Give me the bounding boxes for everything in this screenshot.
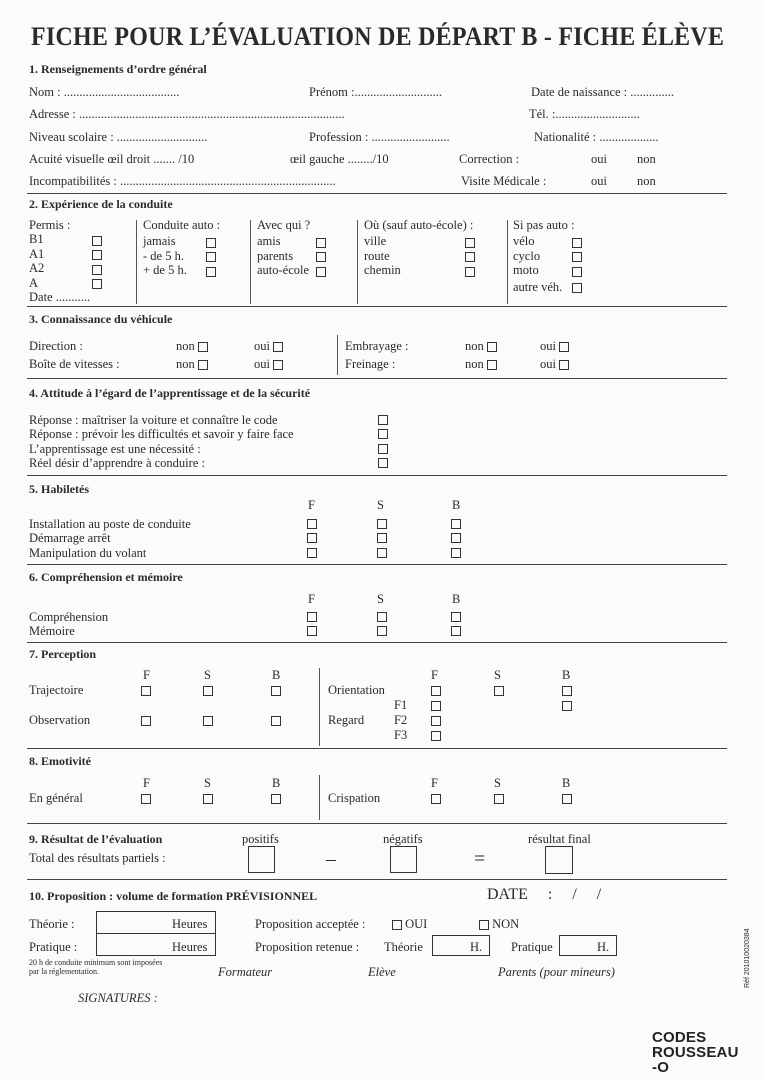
grade-f-header: F xyxy=(308,592,315,606)
total-label: Total des résultats partiels : xyxy=(29,851,166,865)
ou-route-checkbox[interactable] xyxy=(465,252,475,262)
parents-label: Parents (pour mineurs) xyxy=(498,965,615,979)
grade-s-header: S xyxy=(204,668,211,682)
avec-parents: parents xyxy=(257,248,294,263)
hab1-f-checkbox[interactable] xyxy=(307,519,317,529)
crisp-s-checkbox[interactable] xyxy=(494,794,504,804)
retenue-theorie-label: Théorie xyxy=(384,940,423,954)
visite-non[interactable]: non xyxy=(637,174,656,188)
resultat-final-box[interactable] xyxy=(545,846,573,874)
grade-f-header: F xyxy=(143,776,150,790)
orient-f-checkbox[interactable] xyxy=(431,686,441,696)
column-divider xyxy=(507,220,508,304)
conduite-jamais: jamais xyxy=(143,234,176,248)
freinage-label: Freinage : xyxy=(345,357,396,371)
habilete-1: Installation au poste de conduite xyxy=(29,517,191,531)
attitude-2-checkbox[interactable] xyxy=(378,429,388,439)
visite-medicale-label: Visite Médicale : xyxy=(461,174,547,188)
direction-label: Direction : xyxy=(29,339,83,353)
grade-s-header: S xyxy=(494,776,501,790)
column-divider xyxy=(250,220,251,304)
proposition-retenue-label: Proposition retenue : xyxy=(255,940,360,954)
positifs-box[interactable] xyxy=(248,846,275,873)
column-divider xyxy=(319,668,320,746)
divider xyxy=(27,475,727,476)
codes-rousseau-logo xyxy=(652,1030,739,1075)
grade-b-header: B xyxy=(452,592,461,606)
correction-oui[interactable]: oui xyxy=(591,152,607,166)
freinage-oui[interactable]: oui xyxy=(540,357,569,372)
avec-auto-ecole-checkbox[interactable] xyxy=(316,267,326,277)
avec-list xyxy=(257,234,309,278)
sipas-autre: autre véh. xyxy=(513,279,563,294)
trajectoire-label: Trajectoire xyxy=(29,683,84,697)
sipas-cyclo-checkbox[interactable] xyxy=(572,252,582,262)
avec-amis-checkbox[interactable] xyxy=(316,238,326,248)
signatures-label: SIGNATURES : xyxy=(78,991,158,1005)
section-2-heading: 2. Expérience de la conduite xyxy=(29,197,173,211)
avec-qui-label: Avec qui ? xyxy=(257,218,311,232)
logo-line-3: -O xyxy=(652,1059,670,1076)
attitude-1: Réponse : maîtriser la voiture et connaître le code xyxy=(29,413,278,427)
direction-oui[interactable]: oui xyxy=(254,339,283,354)
date-field[interactable]: DATE : / / xyxy=(487,886,602,903)
grade-f-header: F xyxy=(143,668,150,682)
divider xyxy=(27,378,727,379)
ou-route: route xyxy=(364,248,390,263)
regard-label: Regard xyxy=(328,713,365,727)
date-naissance-field[interactable]: Date de naissance : .............. xyxy=(531,85,675,99)
divider xyxy=(27,879,727,880)
conduite-plus-checkbox[interactable] xyxy=(206,267,216,277)
gen-f-checkbox[interactable] xyxy=(141,794,151,804)
si-pas-auto-label: Si pas auto : xyxy=(513,218,575,232)
hab2-s-checkbox[interactable] xyxy=(377,533,387,543)
embrayage-oui[interactable]: oui xyxy=(540,339,569,354)
acuite-droit-field[interactable]: Acuité visuelle œil droit ....... /10 xyxy=(29,152,195,166)
boite-non[interactable]: non xyxy=(176,357,208,372)
memoire-label: Mémoire xyxy=(29,624,75,638)
correction-non[interactable]: non xyxy=(637,152,656,166)
visite-oui[interactable]: oui xyxy=(591,174,607,188)
retenue-pratique-label: Pratique xyxy=(511,940,553,954)
conduite-list xyxy=(143,234,187,278)
minus-sign: – xyxy=(326,848,336,870)
grade-s-header: S xyxy=(204,776,211,790)
orient-b-checkbox[interactable] xyxy=(562,686,572,696)
prenom-field[interactable]: Prénom :............................ xyxy=(309,85,442,99)
divider xyxy=(27,823,727,824)
reference-code: Réf 201010020384 xyxy=(744,928,751,988)
attitude-4: Réel désir d’apprendre à conduire : xyxy=(29,456,205,470)
grade-s-header: S xyxy=(377,592,384,606)
embrayage-label: Embrayage : xyxy=(345,339,409,353)
positifs-label: positifs xyxy=(242,832,279,846)
orientation-label: Orientation xyxy=(328,683,385,697)
section-4-heading: 4. Attitude à l’égard de l’apprentissage et de la sécurité xyxy=(29,386,311,400)
observation-label: Observation xyxy=(29,713,91,727)
theorie-heures-unit: Heures xyxy=(172,917,208,931)
page-title: FICHE POUR L’ÉVALUATION DE DÉPART B - FICHE ÉLÈVE xyxy=(31,22,725,51)
crisp-b-checkbox[interactable] xyxy=(562,794,572,804)
attitude-1-checkbox[interactable] xyxy=(378,415,388,425)
ou-label: Où (sauf auto-école) : xyxy=(364,218,474,232)
orient-s-checkbox[interactable] xyxy=(494,686,504,696)
f1-b-checkbox[interactable] xyxy=(562,701,572,711)
grade-s-header: S xyxy=(377,498,384,512)
hab3-f-checkbox[interactable] xyxy=(307,548,317,558)
acuite-gauche-field[interactable]: œil gauche ......../10 xyxy=(290,152,389,166)
comp-b-checkbox[interactable] xyxy=(451,612,461,622)
traj-f-checkbox[interactable] xyxy=(141,686,151,696)
theorie-label: Théorie : xyxy=(29,917,75,931)
mem-f-checkbox[interactable] xyxy=(307,626,317,636)
crispation-label: Crispation xyxy=(328,791,381,805)
acceptee-oui[interactable]: OUI xyxy=(392,917,427,932)
ou-chemin: chemin xyxy=(364,263,401,277)
habilete-3: Manipulation du volant xyxy=(29,546,147,560)
conduite-auto-label: Conduite auto : xyxy=(143,218,221,232)
grade-f-header: F xyxy=(431,668,438,682)
hab2-f-checkbox[interactable] xyxy=(307,533,317,543)
negatifs-label: négatifs xyxy=(383,832,423,846)
grade-s-header: S xyxy=(494,668,501,682)
negatifs-box[interactable] xyxy=(390,846,417,873)
sipas-moto-checkbox[interactable] xyxy=(572,267,582,277)
sipas-velo: vélo xyxy=(513,234,535,248)
column-divider xyxy=(319,775,320,820)
grade-b-header: B xyxy=(272,668,281,682)
permis-list xyxy=(29,232,90,305)
permis-b1-checkbox[interactable] xyxy=(92,236,102,246)
column-divider xyxy=(357,220,358,304)
divider xyxy=(27,306,727,307)
sipas-cyclo: cyclo xyxy=(513,248,541,263)
boite-vitesses-label: Boîte de vitesses : xyxy=(29,357,120,371)
permis-a2: A2 xyxy=(29,261,45,275)
permis-a1-checkbox[interactable] xyxy=(92,250,102,260)
attitude-3: L’apprentissage est une nécessité : xyxy=(29,442,201,456)
en-general-label: En général xyxy=(29,791,83,805)
ou-list xyxy=(364,234,401,278)
section-9-heading: 9. Résultat de l’évaluation xyxy=(29,832,163,846)
obs-f-checkbox[interactable] xyxy=(141,716,151,726)
grade-b-header: B xyxy=(562,776,571,790)
conduite-moins-checkbox[interactable] xyxy=(206,252,216,262)
avec-amis: amis xyxy=(257,234,281,248)
gen-s-checkbox[interactable] xyxy=(203,794,213,804)
formateur-label: Formateur xyxy=(218,965,273,979)
f2-checkbox[interactable] xyxy=(431,716,441,726)
divider xyxy=(27,193,727,194)
grade-b-header: B xyxy=(272,776,281,790)
hab1-s-checkbox[interactable] xyxy=(377,519,387,529)
permis-a-checkbox[interactable] xyxy=(92,279,102,289)
obs-s-checkbox[interactable] xyxy=(203,716,213,726)
sipas-velo-checkbox[interactable] xyxy=(572,238,582,248)
note-line-1: 20 h de conduite minimum sont imposées xyxy=(29,958,163,967)
sipas-list xyxy=(513,234,562,294)
hab3-s-checkbox[interactable] xyxy=(377,548,387,558)
grade-b-header: B xyxy=(452,498,461,512)
equals-sign: = xyxy=(474,848,486,870)
logo-line-1: CODES xyxy=(652,1029,707,1046)
mem-b-checkbox[interactable] xyxy=(451,626,461,636)
nationalite-field[interactable]: Nationalité : ................... xyxy=(534,130,659,144)
conduite-moins-5h: - de 5 h. xyxy=(143,248,184,263)
comprehension-label: Compréhension xyxy=(29,610,109,624)
comp-f-checkbox[interactable] xyxy=(307,612,317,622)
pratique-label: Pratique : xyxy=(29,940,78,954)
freinage-non[interactable]: non xyxy=(465,357,497,372)
retenue-theorie-unit: H. xyxy=(470,940,483,954)
f2-label: F2 xyxy=(394,713,408,727)
permis-a: A xyxy=(29,275,39,290)
pratique-heures-unit: Heures xyxy=(172,940,208,954)
traj-b-checkbox[interactable] xyxy=(271,686,281,696)
permis-a2-checkbox[interactable] xyxy=(92,265,102,275)
grade-f-header: F xyxy=(308,498,315,512)
hab2-b-checkbox[interactable] xyxy=(451,533,461,543)
section-3-heading: 3. Connaissance du véhicule xyxy=(29,312,173,326)
divider xyxy=(27,642,727,643)
section-7-heading: 7. Perception xyxy=(29,647,97,661)
habilete-2: Démarrage arrêt xyxy=(29,531,111,545)
nom-field[interactable]: Nom : ..................................... xyxy=(29,85,180,99)
retenue-pratique-unit: H. xyxy=(597,940,610,954)
avec-auto-ecole: auto-école xyxy=(257,263,310,277)
mem-s-checkbox[interactable] xyxy=(377,626,387,636)
column-divider xyxy=(337,335,338,375)
f3-checkbox[interactable] xyxy=(431,731,441,741)
profession-field[interactable]: Profession : ......................... xyxy=(309,130,450,144)
f1-checkbox[interactable] xyxy=(431,701,441,711)
logo-line-2: ROUSSEAU xyxy=(652,1044,739,1061)
divider xyxy=(27,564,727,565)
column-divider xyxy=(136,220,137,304)
resultat-final-label: résultat final xyxy=(528,832,591,846)
section-8-heading: 8. Emotivité xyxy=(29,754,91,768)
grade-f-header: F xyxy=(431,776,438,790)
permis-date-field[interactable]: Date ........... xyxy=(29,290,91,304)
acceptee-non[interactable]: NON xyxy=(479,917,519,932)
section-6-heading: 6. Compréhension et mémoire xyxy=(29,570,183,584)
sipas-autre-checkbox[interactable] xyxy=(572,283,582,293)
crisp-f-checkbox[interactable] xyxy=(431,794,441,804)
niveau-scolaire-field[interactable]: Niveau scolaire : ............................. xyxy=(29,130,208,144)
conduite-plus-5h: + de 5 h. xyxy=(143,263,187,277)
eleve-label: Elève xyxy=(368,965,396,979)
comp-s-checkbox[interactable] xyxy=(377,612,387,622)
note-line-2: par la réglementation. xyxy=(29,967,99,976)
attitude-3-checkbox[interactable] xyxy=(378,444,388,454)
permis-a1: A1 xyxy=(29,246,45,261)
permis-label: Permis : xyxy=(29,218,71,232)
attitude-4-checkbox[interactable] xyxy=(378,458,388,468)
avec-parents-checkbox[interactable] xyxy=(316,252,326,262)
hab1-b-checkbox[interactable] xyxy=(451,519,461,529)
boite-oui[interactable]: oui xyxy=(254,357,283,372)
hab3-b-checkbox[interactable] xyxy=(451,548,461,558)
section-10-heading: 10. Proposition : volume de formation PRÉVISIONNEL xyxy=(29,889,318,903)
obs-b-checkbox[interactable] xyxy=(271,716,281,726)
conduite-jamais-checkbox[interactable] xyxy=(206,238,216,248)
section-5-heading: 5. Habiletés xyxy=(29,482,89,496)
ou-ville-checkbox[interactable] xyxy=(465,238,475,248)
attitude-2: Réponse : prévoir les difficultés et savoir y faire face xyxy=(29,427,294,441)
incompatibilites-field[interactable]: Incompatibilités : ..................................................................... xyxy=(29,174,336,188)
adresse-field[interactable]: Adresse : ..................................................................................... xyxy=(29,107,345,121)
permis-b1: B1 xyxy=(29,232,44,246)
tel-field[interactable]: Tél. :........................... xyxy=(529,107,640,121)
proposition-acceptee-label: Proposition acceptée : xyxy=(255,917,366,931)
grade-b-header: B xyxy=(562,668,571,682)
f1-label: F1 xyxy=(394,698,408,712)
traj-s-checkbox[interactable] xyxy=(203,686,213,696)
ou-chemin-checkbox[interactable] xyxy=(465,267,475,277)
embrayage-non[interactable]: non xyxy=(465,339,497,354)
divider xyxy=(27,748,727,749)
section-1-heading: 1. Renseignements d’ordre général xyxy=(29,62,207,76)
sipas-moto: moto xyxy=(513,263,539,277)
gen-b-checkbox[interactable] xyxy=(271,794,281,804)
direction-non[interactable]: non xyxy=(176,339,208,354)
f3-label: F3 xyxy=(394,728,408,742)
ou-ville: ville xyxy=(364,234,387,248)
correction-label: Correction : xyxy=(459,152,520,166)
